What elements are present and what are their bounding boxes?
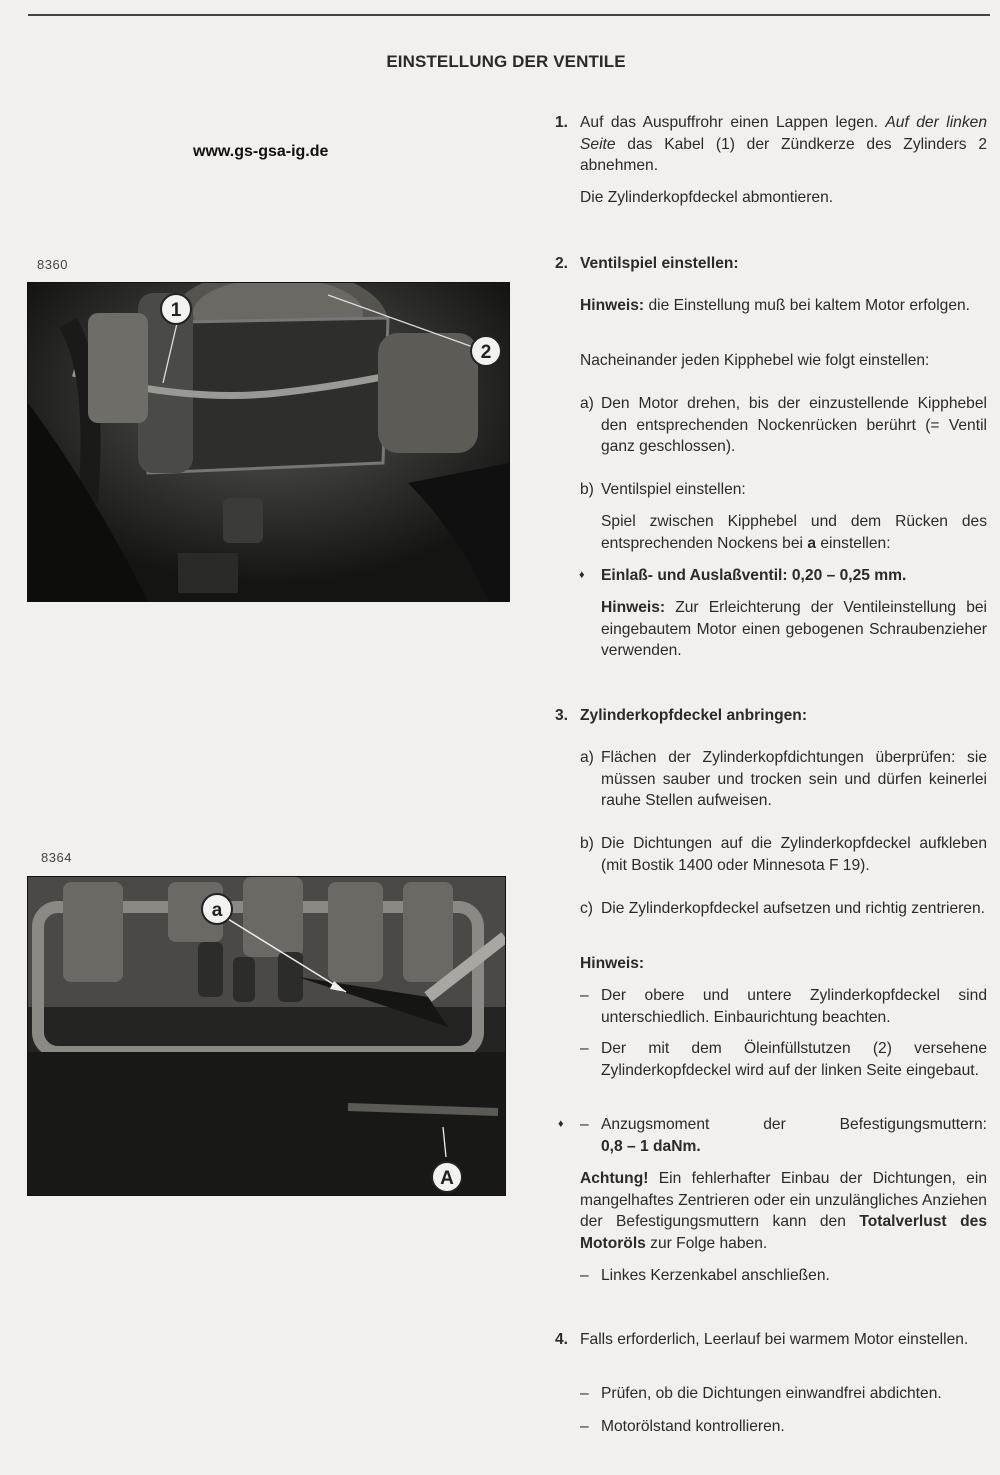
bold-text: Totalverlust des Motoröls [580,1213,987,1252]
step-number: 3. [555,707,569,724]
step-number: 1. [555,114,569,131]
step-number: 2. [555,255,569,272]
page-title: EINSTELLUNG DER VENTILE [386,52,626,71]
note-text: die Einstellung muß bei kaltem Motor erfolgen. [644,297,971,314]
step-2-note [580,295,987,317]
step-4-text: Falls erforderlich, Leerlauf bei warmem Motor einstellen. [580,1331,969,1348]
diamond-bullet-icon: ♦ [579,569,585,581]
note-label: Hinweis: [580,297,645,314]
item-label: b) [580,481,594,498]
item-text: Den Motor drehen, bis der einzustellende Kipphebel den entsprechenden Nockenrücken berührt (= Ventil ganz geschlossen). [601,395,987,455]
figure-number: 8364 [41,850,72,865]
dash: – [580,1418,589,1435]
dash: – [580,1040,589,1057]
step-1-paragraph-2: Die Zylinderkopfdeckel abmontieren. [580,189,834,206]
hint-text: Der obere und untere Zylinderkopfdeckel sind unterschiedlich. Einbaurichtung beachten. [601,987,987,1026]
step-2-hint [601,597,987,662]
item-label: a) [580,749,594,766]
hint-label: Hinweis: [601,599,666,616]
hint-text: Der mit dem Öleinfüllstutzen (2) versehene Zylinderkopfdeckel wird auf der linken Seite eingebaut. [601,1040,987,1079]
dash: – [580,1385,589,1402]
step-2-each: Nacheinander jeden Kipphebel wie folgt einstellen: [580,352,930,369]
engine-photo-8364 [27,876,506,1196]
step-number: 4. [555,1331,569,1348]
italic-text: Auf der linken Seite [580,114,987,153]
dash: – [580,1116,589,1133]
check-text: Prüfen, ob die Dichtungen einwandfrei abdichten. [601,1385,942,1402]
diamond-bullet-icon: ♦ [558,1118,564,1130]
callout-A-label: A [440,1168,454,1189]
dash: – [580,1267,589,1284]
hint-text: Linkes Kerzenkabel anschließen. [601,1267,830,1284]
step-1-text [580,112,987,177]
step-2-heading: Ventilspiel einstellen: [580,255,739,272]
item-text: Ventilspiel einstellen: [601,481,746,498]
callout-2-label: 2 [480,342,492,363]
step-3-warning [580,1168,987,1254]
item-text: Die Dichtungen auf die Zylinderkopfdeckel aufkleben (mit Bostik 1400 oder Minnesota F 19). [601,835,987,874]
spec-text: Einlaß- und Auslaßventil: 0,20 – 0,25 mm. [601,567,907,584]
text: das Kabel (1) der Zündkerze des Zylinders 2 abnehmen. [580,135,987,174]
torque-text [601,1114,987,1157]
callout-a-label: a [211,900,223,921]
step-2-b-detail [601,511,987,554]
watermark-url: www.gs-gsa-ig.de [193,143,329,160]
text: Spiel zwischen Kipphebel und dem Rücken des entsprechenden Nockens bei [601,513,987,552]
item-label: c) [580,900,593,917]
warning-label: Achtung! [580,1170,649,1187]
hint-text: Zur Erleichterung der Ventileinstellung bei eingebautem Motor einen gebogenen Schraubenzieher verwenden. [601,599,987,659]
engine-photo-8360 [27,282,510,602]
text: Auf das Auspuffrohr einen Lappen legen. [580,114,886,131]
dash: – [580,987,589,1004]
item-label: b) [580,835,594,852]
item-label: a) [580,395,594,412]
torque-value: 0,8 – 1 daNm. [601,1137,701,1155]
item-text: Die Zylinderkopfdeckel aufsetzen und richtig zentrieren. [601,900,985,917]
step-3-hint-label: Hinweis: [580,955,645,972]
step-3-heading: Zylinderkopfdeckel anbringen: [580,707,808,724]
text: zur Folge haben. [645,1234,768,1252]
top-rule [28,14,990,16]
text: einstellen: [816,534,891,552]
text: Ein fehlerhafter Einbau der Dichtungen, ein mangelhaftes Zentrieren oder ein unzulängliches Anziehen der Befestigungsmuttern kann den [580,1170,987,1230]
figure-number: 8360 [37,257,68,272]
check-text: Motorölstand kontrollieren. [601,1418,785,1435]
callout-1-label: 1 [170,300,182,321]
torque-label: Anzugsmoment der Befestigungsmuttern: [601,1116,987,1133]
item-text: Flächen der Zylinderkopfdichtungen überprüfen: sie müssen sauber und trocken sein und dürfen keinerlei rauhe Stellen aufweisen. [601,749,987,809]
bold-text: a [807,534,817,552]
